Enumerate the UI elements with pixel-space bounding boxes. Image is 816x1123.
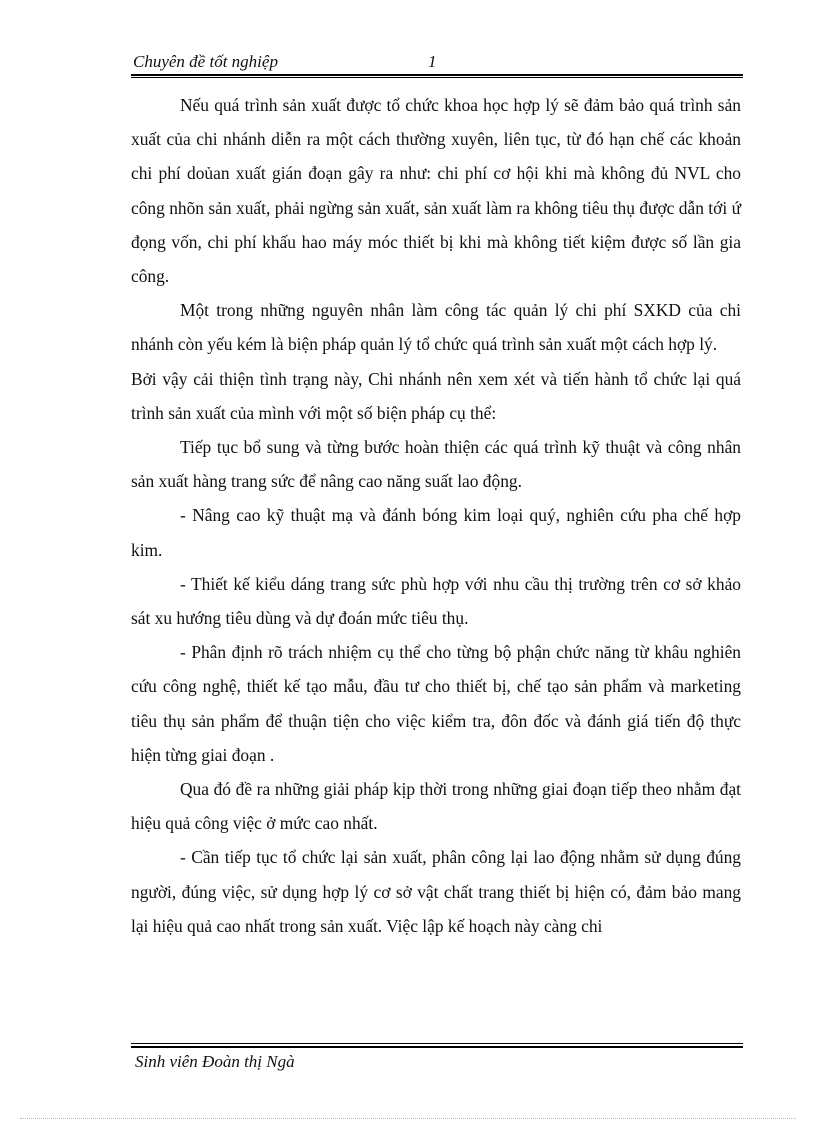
paragraph: Bởi vậy cải thiện tình trạng này, Chi nhánh nên xem xét và tiến hành tổ chức lại quá trình sản xuất của mình với một số biện pháp cụ thể: [131,368,741,423]
footer-rule [131,1043,743,1048]
paragraph: Qua đó đề ra những giải pháp kịp thời trong những giai đoạn tiếp theo nhằm đạt hiệu quả công việc ở mức cao nhất. [131,779,741,834]
page-number: 1 [428,52,437,71]
paragraph: - Phân định rõ trách nhiệm cụ thể cho từng bộ phận chức năng từ khâu nghiên cứu công nghệ, thiết kế tạo mẫu, đầu tư cho thiết bị, chế tạo sản phẩm và marketing tiêu thụ sản phẩm để thuận tiện cho việc kiểm tra, đôn đốc và đánh giá tiến độ thực hiện từng giai đoạn . [131,642,741,765]
page-header [131,52,743,74]
header-title: Chuyên đề tốt nghiệp [133,52,278,71]
paragraph: - Thiết kế kiểu dáng trang sức phù hợp với nhu cầu thị trường trên cơ sở khảo sát xu hướng tiêu dùng và dự đoán mức tiêu thụ. [131,573,741,629]
paragraph: Nếu quá trình sản xuất được tổ chức khoa học hợp lý sẽ đảm bảo quá trình sản xuất của chi nhánh diễn ra một cách thường xuyên, liên tục, từ đó hạn chế các khoản chi phí doủan xuất gián đoạn gây ra như: chi phí cơ hội khi mà không đủ NVL cho công nhõn sản xuất, phải ngừng sản xuất, sản xuất làm ra không tiêu thụ được dẫn tới ứ đọng vốn, chi phí khấu hao máy móc thiết bị khi mà không tiết kiệm được số lần gia công. [131,95,741,287]
paragraph: Tiếp tục bổ sung và từng bước hoàn thiện các quá trình kỹ thuật và công nhân sản xuất hàng trang sức để nâng cao năng suất lao động. [131,437,741,492]
page-edge-divider [20,1118,796,1119]
header-rule [131,74,743,78]
paragraph: - Nâng cao kỹ thuật mạ và đánh bóng kim loại quý, nghiên cứu pha chế hợp kim. [131,505,741,560]
paragraph: - Cần tiếp tục tổ chức lại sản xuất, phân công lại lao động nhằm sử dụng đúng người, đúng việc, sử dụng hợp lý cơ sở vật chất trang thiết bị hiện có, đảm bảo mang lại hiệu quả cao nhất trong sản xuất. Việc lập kế hoạch này càng chi [131,847,741,936]
document-body [131,88,741,943]
page-footer: Sinh viên Đoàn thị Ngà [135,1052,295,1071]
paragraph: Một trong những nguyên nhân làm công tác quản lý chi phí SXKD của chi nhánh còn yếu kém là biện pháp quản lý tổ chức quá trình sản xuất một cách hợp lý. [131,300,741,355]
